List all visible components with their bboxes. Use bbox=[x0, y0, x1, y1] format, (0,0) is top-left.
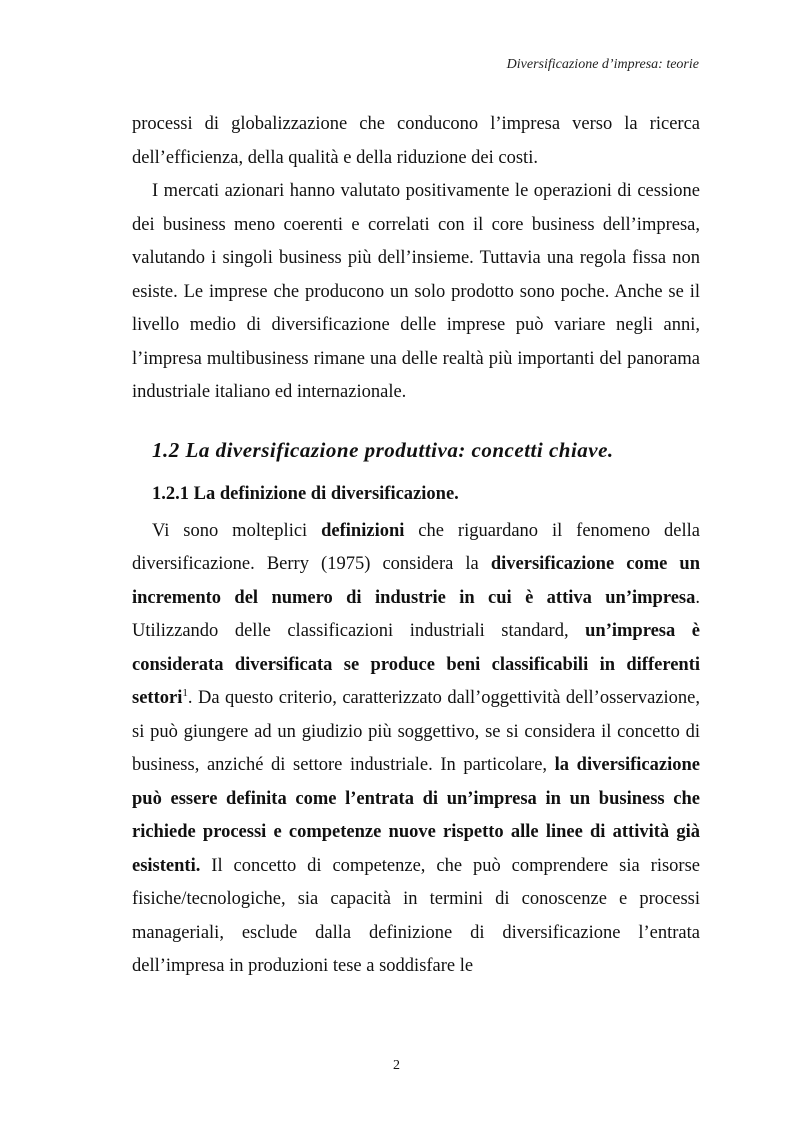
section-heading: 1.2 La diversificazione produttiva: concetti chiave. bbox=[152, 437, 614, 462]
text-segment: Vi sono molteplici bbox=[152, 520, 322, 541]
subsection-heading: 1.2.1 La definizione di diversificazione. bbox=[152, 483, 459, 504]
page-body bbox=[132, 108, 700, 984]
footnote-marker[interactable]: 1 bbox=[182, 686, 188, 699]
bold-segment-entrata-business: la diversificazione può essere definita come l’entrata di un’impresa in un business che richiede processi e competenze nuove rispetto alle linee di attività già esistenti. bbox=[132, 755, 700, 876]
text-segment: che riguardano il fenomeno della diversificazione. Berry (1975) considera la bbox=[132, 520, 701, 574]
page-number: 2 bbox=[393, 1058, 400, 1073]
paragraph-globalizzazione: processi di globalizzazione che conducono l’impresa verso la ricerca dell’efficienza, della qualità e della riduzione dei costi. bbox=[132, 114, 700, 168]
paragraph-mercati-azionari: I mercati azionari hanno valutato positivamente le operazioni di cessione dei business meno coerenti e correlati con il core business dell’impresa, valutando i singoli business più dell’insieme. Tuttavia una regola fissa non esiste. Le imprese che producono un solo prodotto sono poche. Anche se il livello medio di diversificazione delle imprese può variare negli anni, l’impresa multibusiness rimane una delle realtà più importanti del panorama industriale italiano ed internazionale. bbox=[132, 181, 700, 402]
text-segment: . Da questo criterio, caratterizzato dall’oggettività dell’osservazione, si può giungere ad un giudizio più soggettivo, se si considera il concetto di business, anziché di settore industriale. In particolare, bbox=[132, 688, 700, 775]
bold-segment-classificazioni: un’impresa è considerata diversificata se produce beni classificabili in differenti settori bbox=[132, 621, 700, 708]
text-segment: Il concetto di competenze, che può comprendere sia risorse fisiche/tecnologiche, sia capacità in termini di conoscenze e processi manageriali, esclude dalla definizione di diversificazione l’entrata dell’impresa in produzioni tese a soddisfare le bbox=[132, 855, 700, 976]
text-segment: . Utilizzando delle classificazioni industriali standard, bbox=[132, 587, 700, 641]
bold-segment-definizioni: definizioni bbox=[321, 520, 405, 541]
paragraph-definizioni bbox=[132, 515, 700, 984]
bold-segment-berry-definition: diversificazione come un incremento del numero di industrie in cui è attiva un’impresa bbox=[132, 554, 700, 608]
running-header: Diversificazione d’impresa: teorie bbox=[506, 57, 699, 72]
